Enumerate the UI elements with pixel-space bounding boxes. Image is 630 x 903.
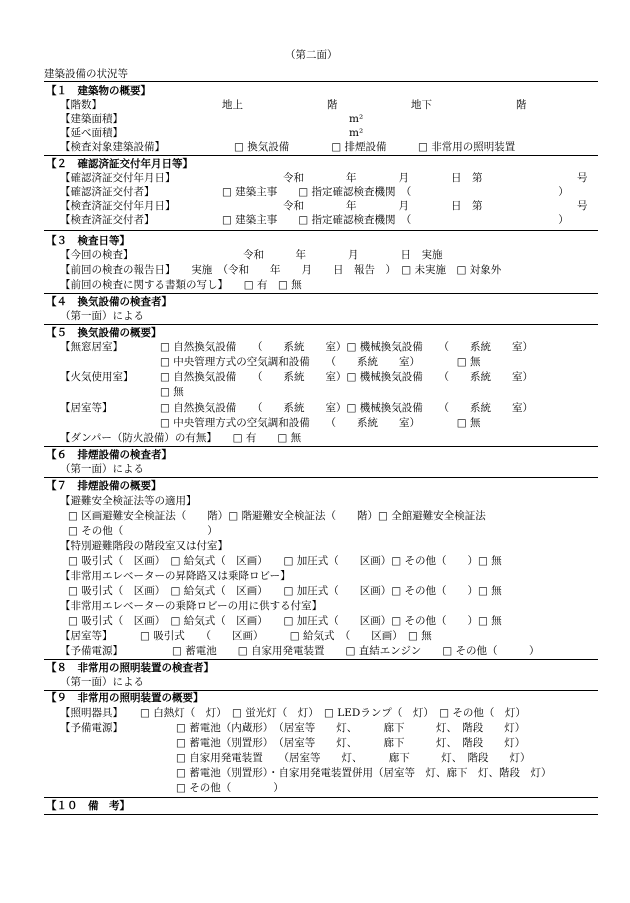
divider (44, 81, 598, 82)
fire-room-row-1: □ 自然換気設備 （ 系統 室）□ 機械換気設備 （ 系統 室） (160, 371, 534, 383)
fire-room-row-2: □ 無 (160, 386, 184, 398)
value-current-inspection: 令和 年 月 日 実施 (243, 249, 443, 261)
doc-title: 建築設備の状況等 (44, 68, 128, 80)
label-inspection-cert-issuer: 【検査済証交付者】 (60, 214, 155, 226)
value-inspection-cert-date: 令和 年 月 日 第 号 (283, 200, 588, 212)
divider (44, 797, 598, 798)
damper-row: 【ダンパー（防火設備）の有無】 □ 有 □ 無 (60, 432, 302, 444)
section-10-header: 【１０ 備 考】 (46, 800, 130, 812)
label-backup-power: 【予備電源】 (60, 645, 123, 657)
label-floor-area: 【延べ面積】 (60, 127, 123, 139)
label-living-smoke: 【居室等】 (60, 630, 113, 642)
unit-floor-area: m² (349, 127, 364, 139)
value-confirm-issuer: □ 建築主事 □ 指定確認検査機関 （ ） (222, 186, 569, 198)
label-building-area: 【建築面積】 (60, 113, 123, 125)
divider (44, 814, 598, 815)
label-lighting-fixture: 【照明器具】 (60, 707, 123, 719)
label-elevator-shaft: 【非常用エレベーターの昇降路又は乗降ロビー】 (60, 570, 291, 582)
page-label: （第二面） (285, 49, 338, 61)
lighting-fixture-row: □ 白熱灯（ 灯） □ 蛍光灯（ 灯） □ LEDランプ（ 灯） □ その他（ 灯） (140, 707, 526, 719)
label-inspection-cert-date: 【検査済証交付年月日】 (60, 200, 176, 212)
label-evacuation-method: 【避難安全検証法等の適用】 (60, 495, 197, 507)
unit-building-area: m² (349, 113, 364, 125)
living-row-1: □ 自然換気設備 （ 系統 室）□ 機械換気設備 （ 系統 室） (160, 402, 534, 414)
section-4-note: （第一面）による (60, 310, 144, 322)
evacuation-row-1: □ 区画避難安全検証法（ 階）□ 階避難安全検証法（ 階）□ 全館避難安全検証法 (68, 510, 486, 522)
label-elevator-lobby: 【非常用エレベーターの乗降ロビーの用に供する付室】 (60, 600, 323, 612)
living-row-2: □ 中央管理方式の空気調和設備 （ 系統 室） □ 無 (160, 417, 481, 429)
lighting-backup-row-3: □ 自家用発電装置 （居室等 灯、 廊下 灯、 階段 灯） (176, 752, 531, 764)
lighting-backup-row-2: □ 蓄電池（別置形） （居室等 灯、 廊下 灯、 階段 灯） (176, 737, 526, 749)
divider (44, 324, 598, 325)
divider (44, 293, 598, 294)
section-2-header: 【２ 確認済証交付年月日等】 (46, 158, 193, 170)
divider (44, 230, 598, 231)
windowless-row-2: □ 中央管理方式の空気調和設備 （ 系統 室） □ 無 (160, 356, 481, 368)
previous-documents-row: 【前回の検査に関する書類の写し】 □ 有 □ 無 (60, 279, 302, 291)
section-8-header: 【８ 非常用の照明装置の検査者】 (46, 662, 214, 674)
label-living-rooms: 【居室等】 (60, 402, 113, 414)
lighting-backup-row-4: □ 蓄電池（別置形）・自家用発電装置併用（居室等 灯、廊下 灯、階段 灯） (176, 767, 552, 779)
special-stair-row: □ 吸引式（ 区画） □ 給気式（ 区画） □ 加圧式（ 区画）□ その他（ ）□ 無 (68, 555, 502, 567)
section-4-header: 【４ 換気設備の検査者】 (46, 296, 172, 308)
label-lighting-backup: 【予備電源】 (60, 722, 123, 734)
value-floors: 地上 階 地下 階 (222, 99, 527, 111)
label-confirm-issuer: 【確認済証交付者】 (60, 186, 155, 198)
section-1-header: 【１ 建築物の概要】 (46, 85, 151, 97)
label-special-stair: 【特別避難階段の階段室又は付室】 (60, 540, 228, 552)
section-5-header: 【５ 換気設備の概要】 (46, 327, 162, 339)
windowless-row-1: □ 自然換気設備 （ 系統 室）□ 機械換気設備 （ 系統 室） (160, 341, 534, 353)
backup-power-row: □ 蓄電池 □ 自家用発電装置 □ 直結エンジン □ その他（ ） (172, 645, 540, 657)
section-7-header: 【７ 排煙設備の概要】 (46, 480, 162, 492)
divider (44, 690, 598, 691)
divider (44, 446, 598, 447)
lighting-backup-row-5: □ その他（ ） (176, 782, 284, 794)
previous-report-row: 【前回の検査の報告日】 実施 （令和 年 月 日 報告 ） □ 未実施 □ 対象外 (60, 264, 502, 276)
label-fire-room: 【火気使用室】 (60, 371, 134, 383)
evacuation-row-2: □ その他（ ） (68, 525, 218, 537)
section-9-header: 【９ 非常用の照明装置の概要】 (46, 692, 204, 704)
divider (44, 155, 598, 156)
lighting-backup-row-1: □ 蓄電池（内蔵形） （居室等 灯、 廊下 灯、 階段 灯） (176, 722, 526, 734)
value-inspection-cert-issuer: □ 建築主事 □ 指定確認検査機関 （ ） (222, 214, 569, 226)
living-smoke-row: □ 吸引式 （ 区画） □ 給気式 （ 区画） □ 無 (140, 630, 432, 642)
value-target-equipment: □ 換気設備 □ 排煙設備 □ 非常用の照明装置 (234, 141, 516, 153)
section-6-note: （第一面）による (60, 463, 144, 475)
value-confirm-date: 令和 年 月 日 第 号 (283, 172, 588, 184)
label-current-inspection: 【今回の検査】 (60, 249, 134, 261)
elevator-lobby-row: □ 吸引式（ 区画） □ 給気式（ 区画） □ 加圧式（ 区画）□ その他（ ）□ 無 (68, 615, 502, 627)
section-6-header: 【６ 排煙設備の検査者】 (46, 449, 172, 461)
elevator-shaft-row: □ 吸引式（ 区画） □ 給気式（ 区画） □ 加圧式（ 区画）□ その他（ ）□ 無 (68, 585, 502, 597)
label-confirm-date: 【確認済証交付年月日】 (60, 172, 176, 184)
divider (44, 659, 598, 660)
section-3-header: 【３ 検査日等】 (46, 235, 130, 247)
section-8-note: （第一面）による (60, 676, 144, 688)
label-floors: 【階数】 (60, 99, 102, 111)
label-windowless-room: 【無窓居室】 (60, 341, 123, 353)
divider (44, 477, 598, 478)
label-target-equipment: 【検査対象建築設備】 (60, 141, 165, 153)
